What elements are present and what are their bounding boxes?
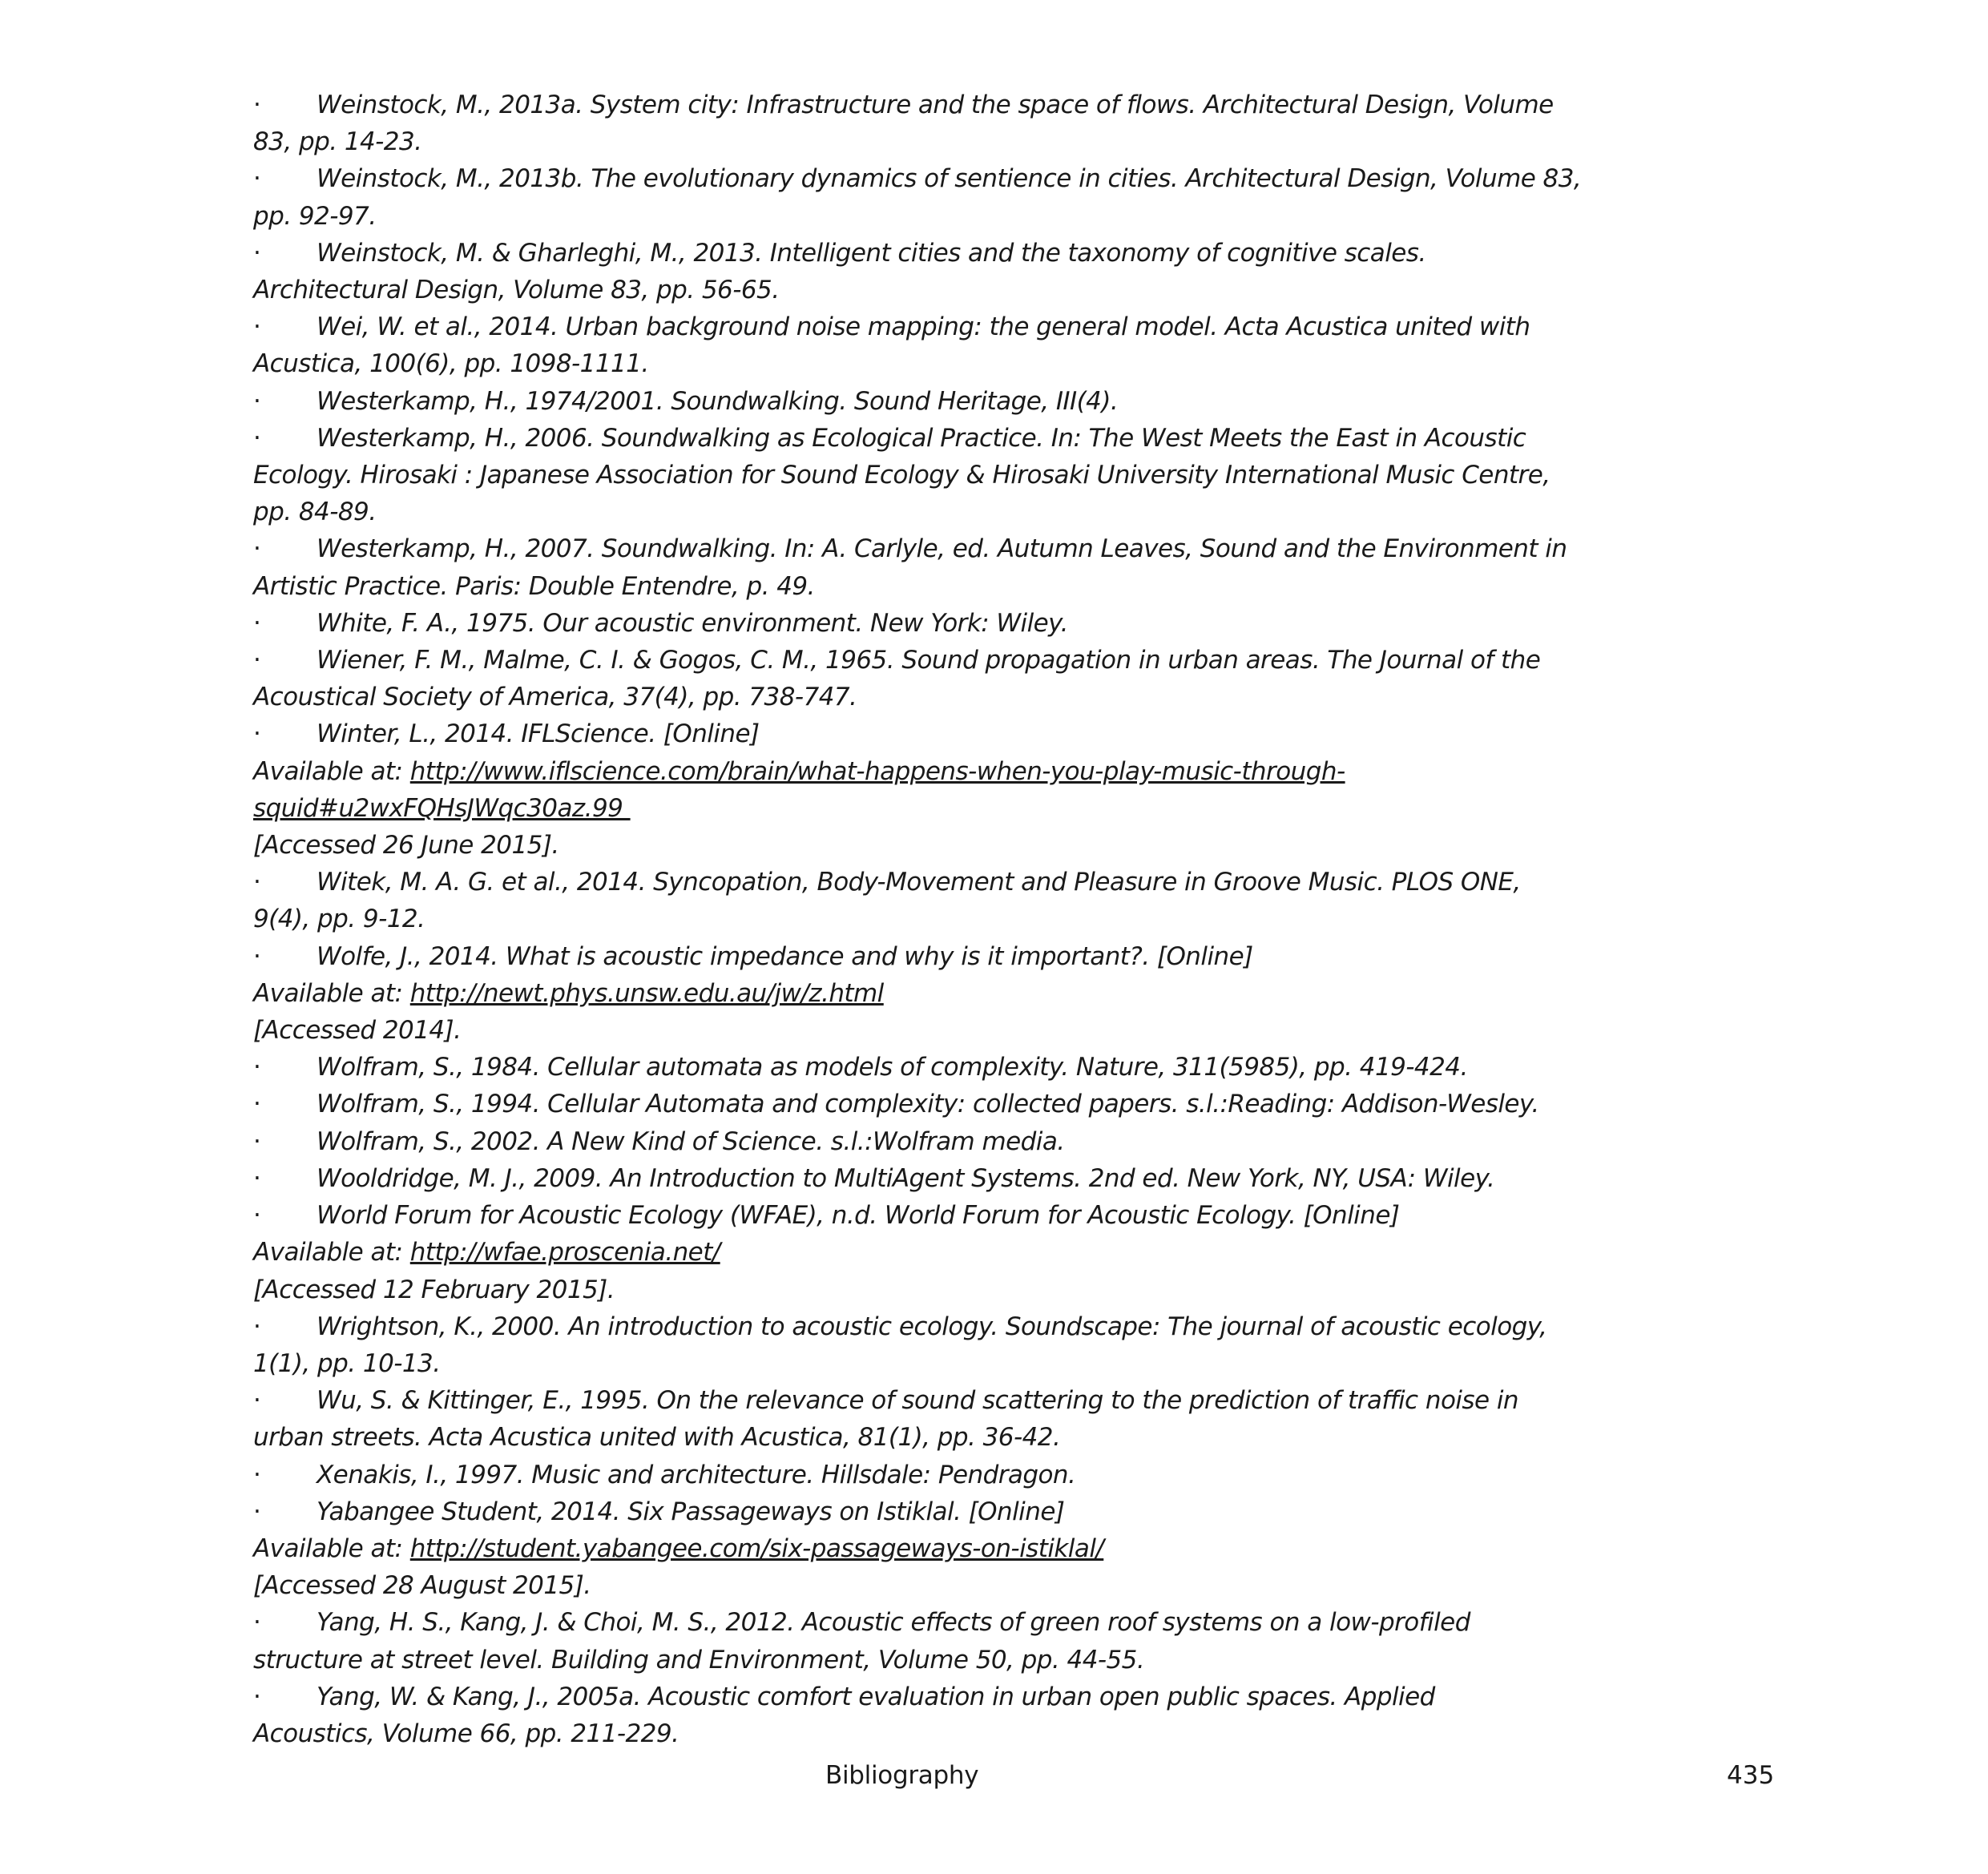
reference-first-line: [253, 1308, 1567, 1345]
reference-url-link[interactable]: http://www.iflscience.com/brain/what-happens-when-you-play-music-through-: [409, 756, 1345, 786]
reference-first-line: [253, 1382, 1567, 1419]
reference-continuation: Acoustics, Volume 66, pp. 211-229.: [253, 1719, 679, 1748]
reference-first-line: [253, 530, 1567, 567]
reference-continuation: Architectural Design, Volume 83, pp. 56-65.: [253, 276, 780, 305]
reference-text: Wooldridge, M. J., 2009. An Introduction to MultiAgent Systems. 2nd ed. New York, NY, USA: Wiley.: [317, 1163, 1495, 1193]
reference-text: Wolfe, J., 2014. What is acoustic impedance and why is it important?. [Online]: [317, 941, 1253, 971]
bullet-marker: ·: [253, 646, 261, 675]
accessed-date: [Accessed 2014].: [253, 1016, 462, 1046]
reference-entry: [253, 642, 1567, 715]
reference-entry: [253, 235, 1567, 308]
reference-entry: [253, 1604, 1567, 1678]
reference-text: World Forum for Acoustic Ecology (WFAE), n.d. World Forum for Acoustic Ecology. [Online]: [317, 1201, 1400, 1231]
bullet-marker: ·: [253, 238, 261, 268]
reference-entry: [253, 1086, 1567, 1122]
reference-text: Yang, H. S., Kang, J. & Choi, M. S., 2012. Acoustic effects of green roof systems on a low-profiled: [317, 1608, 1470, 1638]
reference-text: Yang, W. & Kang, J., 2005a. Acoustic comfort evaluation in urban open public spaces. Applied: [317, 1682, 1435, 1711]
footer-title: Bibliography: [825, 1761, 979, 1790]
bullet-marker: ·: [253, 312, 261, 342]
reference-entry: [253, 87, 1567, 160]
reference-first-line: [253, 1679, 1567, 1715]
reference-first-line: [253, 160, 1582, 197]
bullet-marker: ·: [253, 1201, 261, 1231]
reference-entry: [253, 1457, 1567, 1493]
reference-text: Wu, S. & Kittinger, E., 1995. On the relevance of sound scattering to the prediction of traffic noise in: [317, 1386, 1519, 1416]
reference-entry: [253, 1493, 1567, 1605]
bullet-marker: ·: [253, 1312, 261, 1341]
reference-text: Westerkamp, H., 1974/2001. Soundwalking. Sound Heritage, III(4).: [317, 386, 1119, 416]
reference-text: Weinstock, M. & Gharleghi, M., 2013. Intelligent cities and the taxonomy of cognitive scales.: [317, 238, 1426, 268]
reference-first-line: [253, 1049, 1567, 1086]
reference-first-line: [253, 605, 1567, 642]
reference-entry: [253, 1308, 1567, 1382]
bullet-marker: ·: [253, 1682, 261, 1711]
reference-first-line: [253, 1086, 1567, 1122]
url-continuation-line: [253, 790, 1567, 827]
reference-url-link[interactable]: squid#u2wxFQHsJWqc30az.99: [253, 793, 631, 823]
reference-text: Westerkamp, H., 2007. Soundwalking. In: A. Carlyle, ed. Autumn Leaves, Sound and the Environment in: [317, 534, 1567, 564]
available-at-line: [253, 1234, 1567, 1271]
bullet-marker: ·: [253, 868, 261, 897]
reference-first-line: [253, 1160, 1567, 1197]
reference-continuation: 9(4), pp. 9-12.: [253, 905, 425, 934]
reference-continuation: 83, pp. 14-23.: [253, 127, 422, 157]
reference-text: Weinstock, M., 2013b. The evolutionary dynamics of sentience in cities. Architectural Design, Volume 83,: [317, 164, 1582, 194]
reference-entry: [253, 715, 1567, 864]
reference-text: Westerkamp, H., 2006. Soundwalking as Ecological Practice. In: The West Meets the East in Acoustic: [317, 423, 1526, 453]
bullet-marker: ·: [253, 386, 261, 416]
reference-first-line: [253, 308, 1567, 345]
reference-first-line: [253, 938, 1567, 975]
reference-text: Wolfram, S., 2002. A New Kind of Science. s.l.:Wolfram media.: [317, 1126, 1065, 1156]
reference-continuation: Ecology. Hirosaki : Japanese Association for Sound Ecology & Hirosaki University International Music Centre,: [253, 461, 1550, 490]
bullet-marker: ·: [253, 1090, 261, 1119]
reference-continuation: Artistic Practice. Paris: Double Entendre, p. 49.: [253, 571, 815, 601]
reference-entry: [253, 1049, 1567, 1086]
reference-entry: [253, 1160, 1567, 1197]
reference-entry: [253, 308, 1567, 382]
reference-url-link[interactable]: http://student.yabangee.com/six-passageways-on-istiklal/: [409, 1533, 1104, 1563]
bullet-marker: ·: [253, 1386, 261, 1416]
reference-text: Wei, W. et al., 2014. Urban background noise mapping: the general model. Acta Acustica united with: [317, 312, 1530, 342]
reference-text: Wolfram, S., 1984. Cellular automata as models of complexity. Nature, 311(5985), pp. 419-424.: [317, 1053, 1468, 1082]
reference-first-line: [253, 864, 1567, 901]
bullet-marker: ·: [253, 941, 261, 971]
reference-text: Weinstock, M., 2013a. System city: Infrastructure and the space of flows. Architectural Design, Volume: [317, 91, 1554, 119]
reference-first-line: [253, 642, 1567, 679]
reference-url-link[interactable]: http://newt.phys.unsw.edu.au/jw/z.html: [409, 978, 884, 1008]
reference-entry: [253, 1197, 1567, 1308]
bullet-marker: ·: [253, 608, 261, 638]
reference-entry: [253, 420, 1567, 531]
bullet-marker: ·: [253, 719, 261, 749]
reference-entry: [253, 1679, 1567, 1752]
reference-first-line: [253, 1493, 1567, 1530]
accessed-date: [Accessed 26 June 2015].: [253, 831, 559, 860]
reference-text: Xenakis, I., 1997. Music and architecture. Hillsdale: Pendragon.: [317, 1460, 1076, 1489]
reference-entry: [253, 864, 1567, 937]
reference-entry: [253, 1123, 1567, 1160]
reference-entry: [253, 530, 1567, 604]
reference-url-link[interactable]: http://wfae.proscenia.net/: [409, 1238, 720, 1267]
reference-continuation: Acoustical Society of America, 37(4), pp. 738-747.: [253, 683, 857, 712]
reference-entry: [253, 160, 1582, 234]
bullet-marker: ·: [253, 1126, 261, 1156]
reference-list: [253, 87, 1582, 1752]
bullet-marker: ·: [253, 534, 261, 564]
reference-continuation: pp. 92-97.: [253, 201, 377, 231]
available-at-label: Available at:: [253, 756, 410, 786]
available-at-line: [253, 753, 1567, 790]
reference-continuation: structure at street level. Building and Environment, Volume 50, pp. 44-55.: [253, 1645, 1145, 1675]
available-at-label: Available at:: [253, 1533, 410, 1563]
bullet-marker: ·: [253, 1053, 261, 1082]
bullet-marker: ·: [253, 164, 261, 194]
reference-first-line: [253, 1604, 1567, 1641]
page-number: 435: [1727, 1761, 1775, 1790]
available-at-label: Available at:: [253, 978, 410, 1008]
reference-continuation: 1(1), pp. 10-13.: [253, 1348, 441, 1378]
reference-text: Wrightson, K., 2000. An introduction to acoustic ecology. Soundscape: The journal of acoustic ecology,: [317, 1312, 1547, 1341]
reference-entry: [253, 605, 1567, 642]
reference-continuation: Acustica, 100(6), pp. 1098-1111.: [253, 349, 649, 379]
reference-first-line: [253, 235, 1567, 272]
reference-text: White, F. A., 1975. Our acoustic environment. New York: Wiley.: [317, 608, 1068, 638]
reference-entry: [253, 383, 1567, 420]
reference-text: Wiener, F. M., Malme, C. I. & Gogos, C. M., 1965. Sound propagation in urban areas. The Journal of the: [317, 646, 1541, 675]
available-at-line: [253, 975, 1567, 1012]
available-at-line: [253, 1530, 1567, 1567]
reference-first-line: [253, 1457, 1567, 1493]
bullet-marker: ·: [253, 1163, 261, 1193]
reference-first-line: [253, 715, 1567, 752]
available-at-label: Available at:: [253, 1238, 410, 1267]
reference-first-line: [253, 1123, 1567, 1160]
reference-text: Winter, L., 2014. IFLScience. [Online]: [317, 719, 760, 749]
reference-first-line: [253, 87, 1567, 123]
reference-continuation: urban streets. Acta Acustica united with Acustica, 81(1), pp. 36-42.: [253, 1423, 1061, 1453]
reference-text: Wolfram, S., 1994. Cellular Automata and complexity: collected papers. s.l.:Reading: Addison-Wesley.: [317, 1090, 1539, 1119]
reference-entry: [253, 1382, 1567, 1456]
reference-text: Witek, M. A. G. et al., 2014. Syncopation, Body-Movement and Pleasure in Groove Music. PLOS ONE,: [317, 868, 1521, 897]
reference-text: Yabangee Student, 2014. Six Passageways on Istiklal. [Online]: [317, 1497, 1065, 1526]
reference-entry: [253, 938, 1567, 1050]
bullet-marker: ·: [253, 1497, 261, 1526]
bullet-marker: ·: [253, 91, 261, 119]
accessed-date: [Accessed 28 August 2015].: [253, 1571, 591, 1601]
bullet-marker: ·: [253, 1460, 261, 1489]
reference-first-line: [253, 383, 1567, 420]
bullet-marker: ·: [253, 1608, 261, 1638]
bullet-marker: ·: [253, 423, 261, 453]
accessed-date: [Accessed 12 February 2015].: [253, 1275, 615, 1304]
reference-first-line: [253, 420, 1567, 457]
reference-first-line: [253, 1197, 1567, 1234]
reference-continuation: pp. 84-89.: [253, 498, 377, 527]
